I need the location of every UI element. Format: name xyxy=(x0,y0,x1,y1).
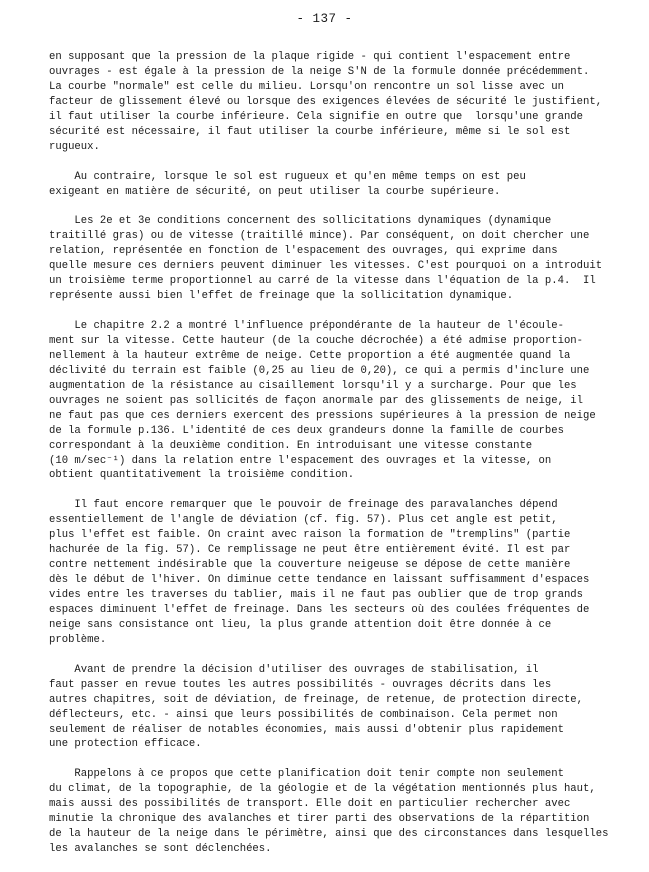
text-line: plus l'effet est faible. On craint avec raison la formation de "tremplins" (partie xyxy=(49,529,571,542)
text-line: de la formule p.136. L'identité de ces deux grandeurs donne la famille de courbes xyxy=(49,424,564,437)
text-line: augmentation de la résistance au cisaillement lorsqu'il y a surcharge. Pour que les xyxy=(49,379,577,392)
text-line: autres chapitres, soit de déviation, de freinage, de retenue, de protection directe, xyxy=(49,693,584,706)
text-line: déclivité du terrain est faible (0,25 au lieu de 0,20), ce qui a permis d'inclure une xyxy=(49,364,590,377)
paragraph-p3 xyxy=(49,214,609,304)
text-line: facteur de glissement élevé ou lorsque des exigences élevées de sécurité le justifient, xyxy=(49,95,603,108)
text-line: (10 m/sec⁻¹) dans la relation entre l'espacement des ouvrages et la vitesse, on xyxy=(49,454,552,467)
text-line: Au contraire, lorsque le sol est rugueux et qu'en même temps on est peu xyxy=(49,170,526,183)
text-line: quelle mesure ces derniers peuvent diminuer les vitesses. C'est pourquoi on a introduit xyxy=(49,260,603,273)
text-line: déflecteurs, etc. - ainsi que leurs possibilités de combinaison. Cela permet non xyxy=(49,708,558,721)
text-line: problème. xyxy=(49,633,107,646)
text-line: faut passer en revue toutes les autres possibilités - ouvrages décrits dans les xyxy=(49,678,552,691)
text-line: ouvrages - est égale à la pression de la neige S'N de la formule donnée précédemment. xyxy=(49,65,590,78)
text-line: traitillé gras) ou de vitesse (traitillé mince). Par conséquent, on doit chercher une xyxy=(49,230,590,243)
text-line: vides entre les traverses du tablier, mais il ne faut pas oublier que de trop grands xyxy=(49,589,584,601)
text-line: du climat, de la topographie, de la géologie et de la végétation mentionnés plus haut, xyxy=(49,783,596,796)
text-line: La courbe "normale" est celle du milieu. Lorsqu'on rencontre un sol lisse avec un xyxy=(49,80,564,93)
text-line: représente aussi bien l'effet de freinage que la sollicitation dynamique. xyxy=(49,290,514,303)
text-line: obtient quantitativement la troisième condition. xyxy=(49,469,355,482)
text-line: espaces diminuent l'effet de freinage. Dans les secteurs où des coulées fréquentes de xyxy=(49,603,590,616)
text-line: Avant de prendre la décision d'utiliser des ouvrages de stabilisation, il xyxy=(49,663,539,676)
paragraph-p6 xyxy=(49,663,609,753)
text-line: ne faut pas que ces derniers exercent des pressions supérieures à la pression de neige xyxy=(49,409,596,422)
text-line: Les 2e et 3e conditions concernent des sollicitations dynamiques (dynamique xyxy=(49,215,552,228)
text-line: nellement à la hauteur extrême de neige. Cette proportion a été augmentée quand la xyxy=(49,349,571,362)
text-line: contre nettement indésirable que la couverture neigeuse se dépose de cette manière xyxy=(49,559,571,572)
text-line: essentiellement de l'angle de déviation (cf. fig. 57). Plus cet angle est petit, xyxy=(49,514,558,527)
text-line: Rappelons à ce propos que cette planification doit tenir compte non seulement xyxy=(49,768,564,781)
text-line: il faut utiliser la courbe inférieure. Cela signifie en outre que lorsqu'une grande xyxy=(49,110,584,123)
text-line: Il faut encore remarquer que le pouvoir de freinage des paravalanches dépend xyxy=(49,499,558,512)
text-line: rugueux. xyxy=(49,140,100,153)
text-line: ment sur la vitesse. Cette hauteur (de la couche décrochée) a été admise proportion- xyxy=(49,335,584,347)
text-line: neige sans consistance ont lieu, la plus grande attention doit être donnée à ce xyxy=(49,618,552,631)
text-line: hachurée de la fig. 57). Ce remplissage ne peut être entièrement évité. Il est par xyxy=(49,544,571,557)
text-line: ouvrages ne soient pas sollicités de façon anormale par des glissements de neige, il xyxy=(49,394,584,407)
paragraph-p2 xyxy=(49,170,609,200)
text-line: exigeant en matière de sécurité, on peut utiliser la courbe supérieure. xyxy=(49,185,501,198)
text-line: les avalanches se sont déclenchées. xyxy=(49,843,272,856)
text-line: minutie la chronique des avalanches et tirer parti des observations de la répartition xyxy=(49,813,590,826)
text-line: mais aussi des possibilités de transport. Elle doit en particulier rechercher avec xyxy=(49,798,571,811)
paragraph-p5 xyxy=(49,498,609,647)
document-body xyxy=(49,50,609,872)
page-number: - 137 - xyxy=(296,12,353,26)
text-line: une protection efficace. xyxy=(49,738,202,751)
paragraph-p1 xyxy=(49,50,609,155)
text-line: correspondant à la deuxième condition. En introduisant une vitesse constante xyxy=(49,439,533,452)
text-line: relation, représentée en fonction de l'espacement des ouvrages, qui exprime dans xyxy=(49,245,558,258)
text-line: sécurité est nécessaire, il faut utiliser la courbe inférieure, même si le sol est xyxy=(49,125,571,138)
text-line: Le chapitre 2.2 a montré l'influence prépondérante de la hauteur de l'écoule- xyxy=(49,320,564,333)
paragraph-p4 xyxy=(49,319,609,483)
text-line: un troisième terme proportionnel au carré de la vitesse dans l'équation de la p.4. Il xyxy=(49,275,596,288)
text-line: de la hauteur de la neige dans le périmètre, ainsi que des circonstances dans lesquelles xyxy=(49,828,609,841)
text-line: en supposant que la pression de la plaque rigide - qui contient l'espacement entre xyxy=(49,51,571,63)
text-line: dès le début de l'hiver. On diminue cette tendance en laissant suffisamment d'espaces xyxy=(49,574,590,587)
text-line: seulement de réaliser de notables économies, mais aussi d'obtenir plus rapidement xyxy=(49,723,564,736)
